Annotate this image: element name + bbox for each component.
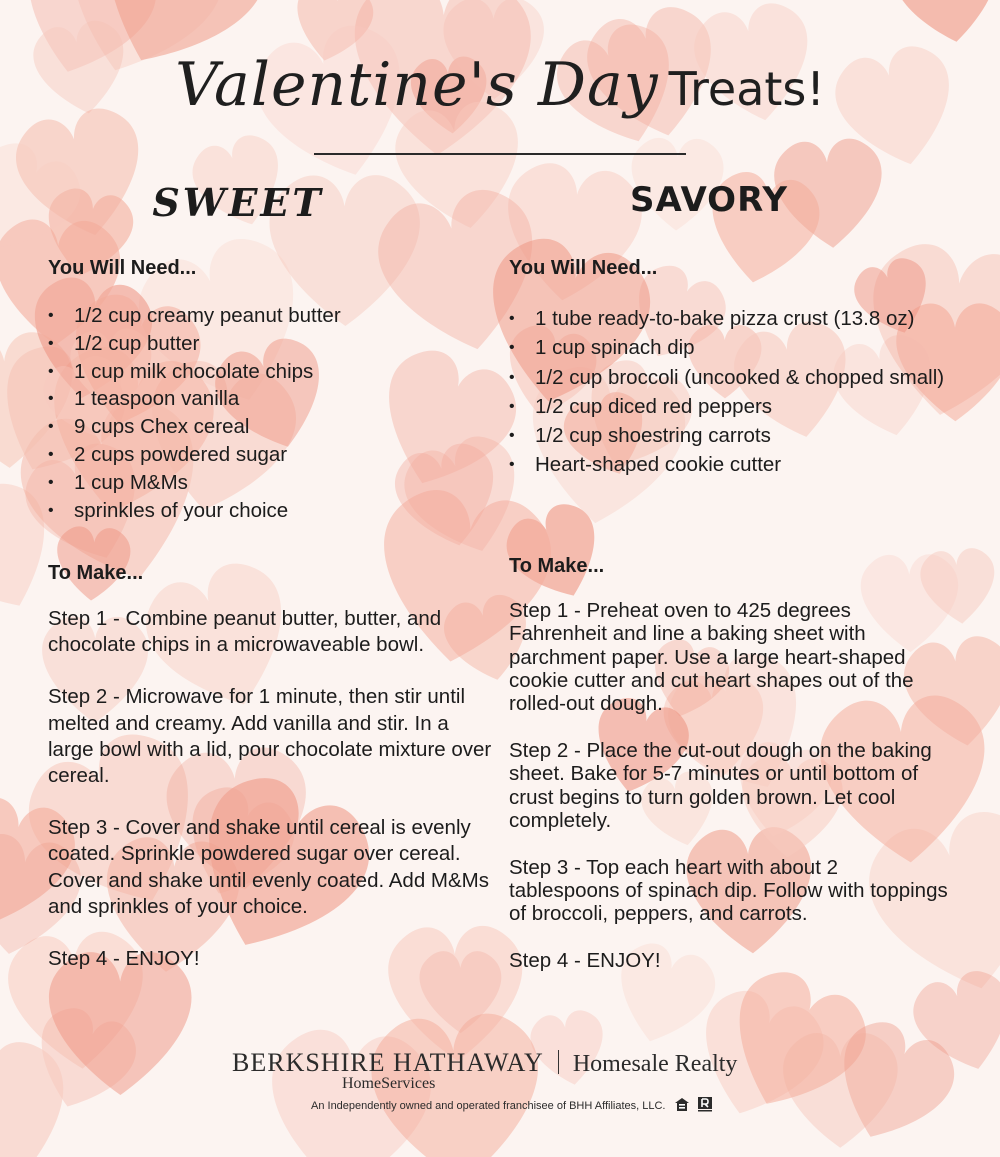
savory-steps [509,599,949,996]
disclaimer [311,1097,712,1115]
title-script: Valentine's Day [175,50,659,120]
disclaimer-text: An Independently owned and operated franchisee of BHH Affiliates, LLC. [311,1100,666,1112]
step-text: Step 3 - Cover and shake until cereal is evenly coated. Sprinkle powdered sugar over cereal. Cover and shake until evenly coated. Add M&Ms and sprinkles of your choice. [48,816,489,918]
list-item: • sprinkles of your choice [48,497,341,525]
list-item: • 1/2 cup shoestring carrots [509,421,944,450]
list-item: • 1/2 cup diced red peppers [509,392,944,421]
step-text: Step 4 - ENJOY! [48,947,200,971]
brand-partner: Homesale Realty [572,1051,738,1077]
list-item: • 1/2 cup butter [48,330,341,358]
savory-ingredient-list [509,304,944,480]
list-item: • 9 cups Chex cereal [48,413,341,441]
list-item: • 1 cup milk chocolate chips [48,358,341,386]
savory-need-heading: You Will Need... [509,257,658,279]
brand-name: BERKSHIRE HATHAWAY [232,1048,544,1077]
savory-make-heading: To Make... [509,555,605,577]
list-item: • 1/2 cup creamy peanut butter [48,302,341,330]
step-text: Step 3 - Top each heart with about 2 tablespoons of spinach dip. Follow with toppings of broccoli, peppers, and carrots. [509,855,948,926]
list-item: • 2 cups powdered sugar [48,441,341,469]
realtor-icon [698,1097,712,1115]
list-item: • 1 cup spinach dip [509,333,944,362]
step-text: Step 1 - Preheat oven to 425 degrees Fahrenheit and line a baking sheet with parchment paper. Use a large heart-shaped cookie cutter and cut heart shapes out of the rolled-out dough. [509,599,914,716]
list-item: • 1/2 cup broccoli (uncooked & chopped small) [509,363,944,392]
list-item: • 1 teaspoon vanilla [48,385,341,413]
savory-title: SAVORY [629,180,789,220]
brand-divider [558,1050,559,1074]
step-text: Step 1 - Combine peanut butter, butter, and chocolate chips in a microwaveable bowl. [48,607,442,657]
page-title [0,50,1000,120]
sweet-need-heading: You Will Need... [48,257,197,279]
list-item: • 1 tube ready-to-bake pizza crust (13.8 oz) [509,304,944,333]
brand-logo [232,1048,737,1078]
equal-housing-icon [674,1097,690,1115]
step-text: Step 2 - Microwave for 1 minute, then stir until melted and creamy. Add vanilla and stir. In a large bowl with a lid, pour chocolate mixture over cereal. [48,685,492,788]
sweet-column [48,180,518,971]
sweet-title: SWEET [152,180,324,225]
step-text: Step 4 - ENJOY! [509,949,661,973]
step-text: Step 2 - Place the cut-out dough on the baking sheet. Bake for 5-7 minutes or until bottom of crust begins to turn golden brown. Let cool completely. [509,738,932,832]
brand-subtitle: HomeServices [342,1075,436,1092]
list-item: • 1 cup M&Ms [48,469,341,497]
list-item: • Heart-shaped cookie cutter [509,450,944,479]
savory-column [509,180,979,973]
sweet-steps [48,606,498,998]
title-plain: Treats! [668,62,825,116]
title-divider [314,153,686,155]
sweet-make-heading: To Make... [48,562,144,584]
sweet-ingredient-list [48,302,341,524]
